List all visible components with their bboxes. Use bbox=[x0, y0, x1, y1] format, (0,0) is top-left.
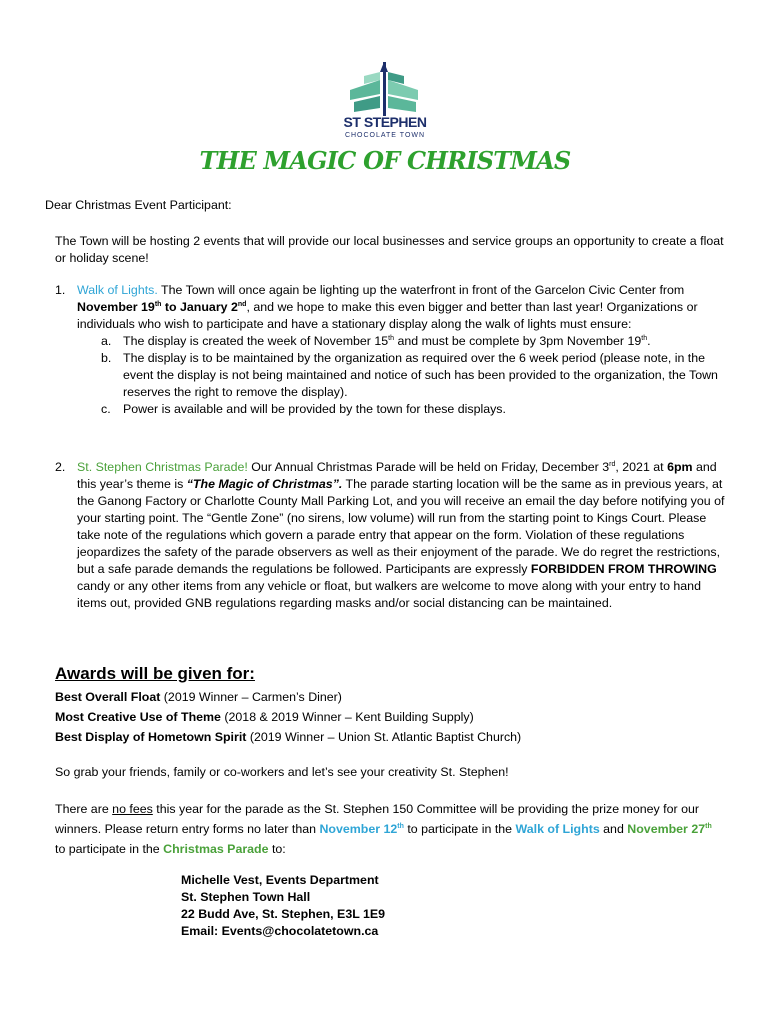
greeting: Dear Christmas Event Participant: bbox=[45, 198, 232, 212]
event-item-walk-of-lights bbox=[55, 282, 725, 418]
fees-paragraph: There are no fees this year for the parade as the St. Stephen 150 Committee will be providing the prize money for our winners. Please return entry forms no later than November 12th to participate in the Walk of Lights and November 27th to participate in the Christmas Parade to: bbox=[55, 802, 712, 856]
address-name: Michelle Vest, Events Department bbox=[181, 873, 379, 887]
no-fees: no fees bbox=[112, 802, 153, 816]
page-title: THE MAGIC OF CHRISTMAS bbox=[199, 146, 571, 175]
event-item-christmas-parade: 2. St. Stephen Christmas Parade! Our Annual Christmas Parade will be held on Friday, December 3rd, 2021 at 6pm and this year’s theme is “The Magic of Christmas”. The parade starting location will be the same as in previous years, at the Ganong Factory or Charlotte County Mall Parking Lot, and you will receive an email the day before notifying you of your starting point. The “Gentle Zone” (no sirens, low volume) will run from the starting point to Kings Court. Please take note of the regulations which govern a parade entry that appear on the form. Violation of these regulations jeopardizes the safety of the parade observers as well as their enjoyment of the parade. We do regret the restrictions, but a safe parade demands the regulations be followed. Participants are expressly FORBIDDEN FROM THROWING candy or any other items from any vehicle or float, but walkers are welcome to move along with your entry to hand items out, provided GNB regulations regarding masks and/or social distancing can be maintained. bbox=[55, 460, 725, 610]
closing-line: So grab your friends, family or co-workers and let’s see your creativity St. Stephen! bbox=[55, 765, 509, 779]
item1-sup2: nd bbox=[237, 300, 247, 308]
deadline-walk: November 12 bbox=[319, 822, 398, 836]
walk-of-lights-ref: Walk of Lights bbox=[515, 822, 600, 836]
christmas-parade-ref: Christmas Parade bbox=[163, 842, 269, 856]
forbidden-notice: FORBIDDEN FROM THROWING bbox=[530, 562, 717, 576]
intro-paragraph: The Town will be hosting 2 events that will provide our local businesses and service groups an opportunity to create a float or holiday scene! bbox=[55, 234, 724, 265]
deadline-parade: November 27 bbox=[627, 822, 706, 836]
item1-sup1: th bbox=[154, 300, 162, 308]
item-number: 2. bbox=[55, 460, 66, 474]
parade-time: 6pm bbox=[667, 460, 693, 474]
parade-theme: “The Magic of Christmas”. bbox=[186, 477, 343, 491]
address-street: 22 Budd Ave, St. Stephen, E3L 1E9 bbox=[181, 907, 386, 921]
award-item: Best Display of Hometown Spirit (2019 Winner – Union St. Atlantic Baptist Church) bbox=[55, 730, 522, 744]
sublist-item: a. The display is created the week of November 15th and must be complete by 3pm November 19th. bbox=[101, 334, 651, 348]
christmas-parade-link[interactable]: St. Stephen Christmas Parade! bbox=[77, 460, 248, 474]
walk-of-lights-link[interactable]: Walk of Lights. bbox=[77, 283, 158, 297]
item1-date-from: November 19 bbox=[77, 300, 155, 314]
address-block bbox=[181, 872, 385, 940]
logo-tagline: CHOCOLATE TOWN bbox=[344, 132, 426, 139]
award-item: Best Overall Float (2019 Winner – Carmen’s Diner) bbox=[55, 690, 342, 704]
item-number: 1. bbox=[55, 283, 66, 297]
item1-text: The Town will once again be lighting up the waterfront in front of the Garcelon Civic Center from bbox=[157, 283, 685, 297]
awards-heading: Awards will be given for: bbox=[55, 664, 255, 683]
awards-list bbox=[55, 687, 735, 747]
address-email[interactable]: Email: Events@chocolatetown.ca bbox=[181, 924, 379, 938]
item1-date-to: to January 2 bbox=[161, 300, 238, 314]
sublist-item: c. Power is available and will be provided by the town for these displays. bbox=[101, 402, 506, 416]
logo-wordmark: ST STEPHEN bbox=[343, 114, 427, 130]
address-building: St. Stephen Town Hall bbox=[181, 890, 311, 904]
sublist-item: b. The display is to be maintained by the organization as required over the 6 week period (please note, in the event the display is not being maintained and notice of such has been provided to the organization, the Town reserves the right to remove the display). bbox=[101, 351, 718, 399]
st-stephen-logo bbox=[330, 62, 440, 146]
item1-text2: , and we hope to make this even bigger and better than last year! Organizations or individuals who wish to participate and have a stationary display along the walk of lights must ensure: bbox=[77, 300, 698, 331]
item1-sublist bbox=[101, 333, 725, 418]
award-item: Most Creative Use of Theme (2018 & 2019 Winner – Kent Building Supply) bbox=[55, 710, 474, 724]
church-spire-icon bbox=[330, 62, 440, 116]
